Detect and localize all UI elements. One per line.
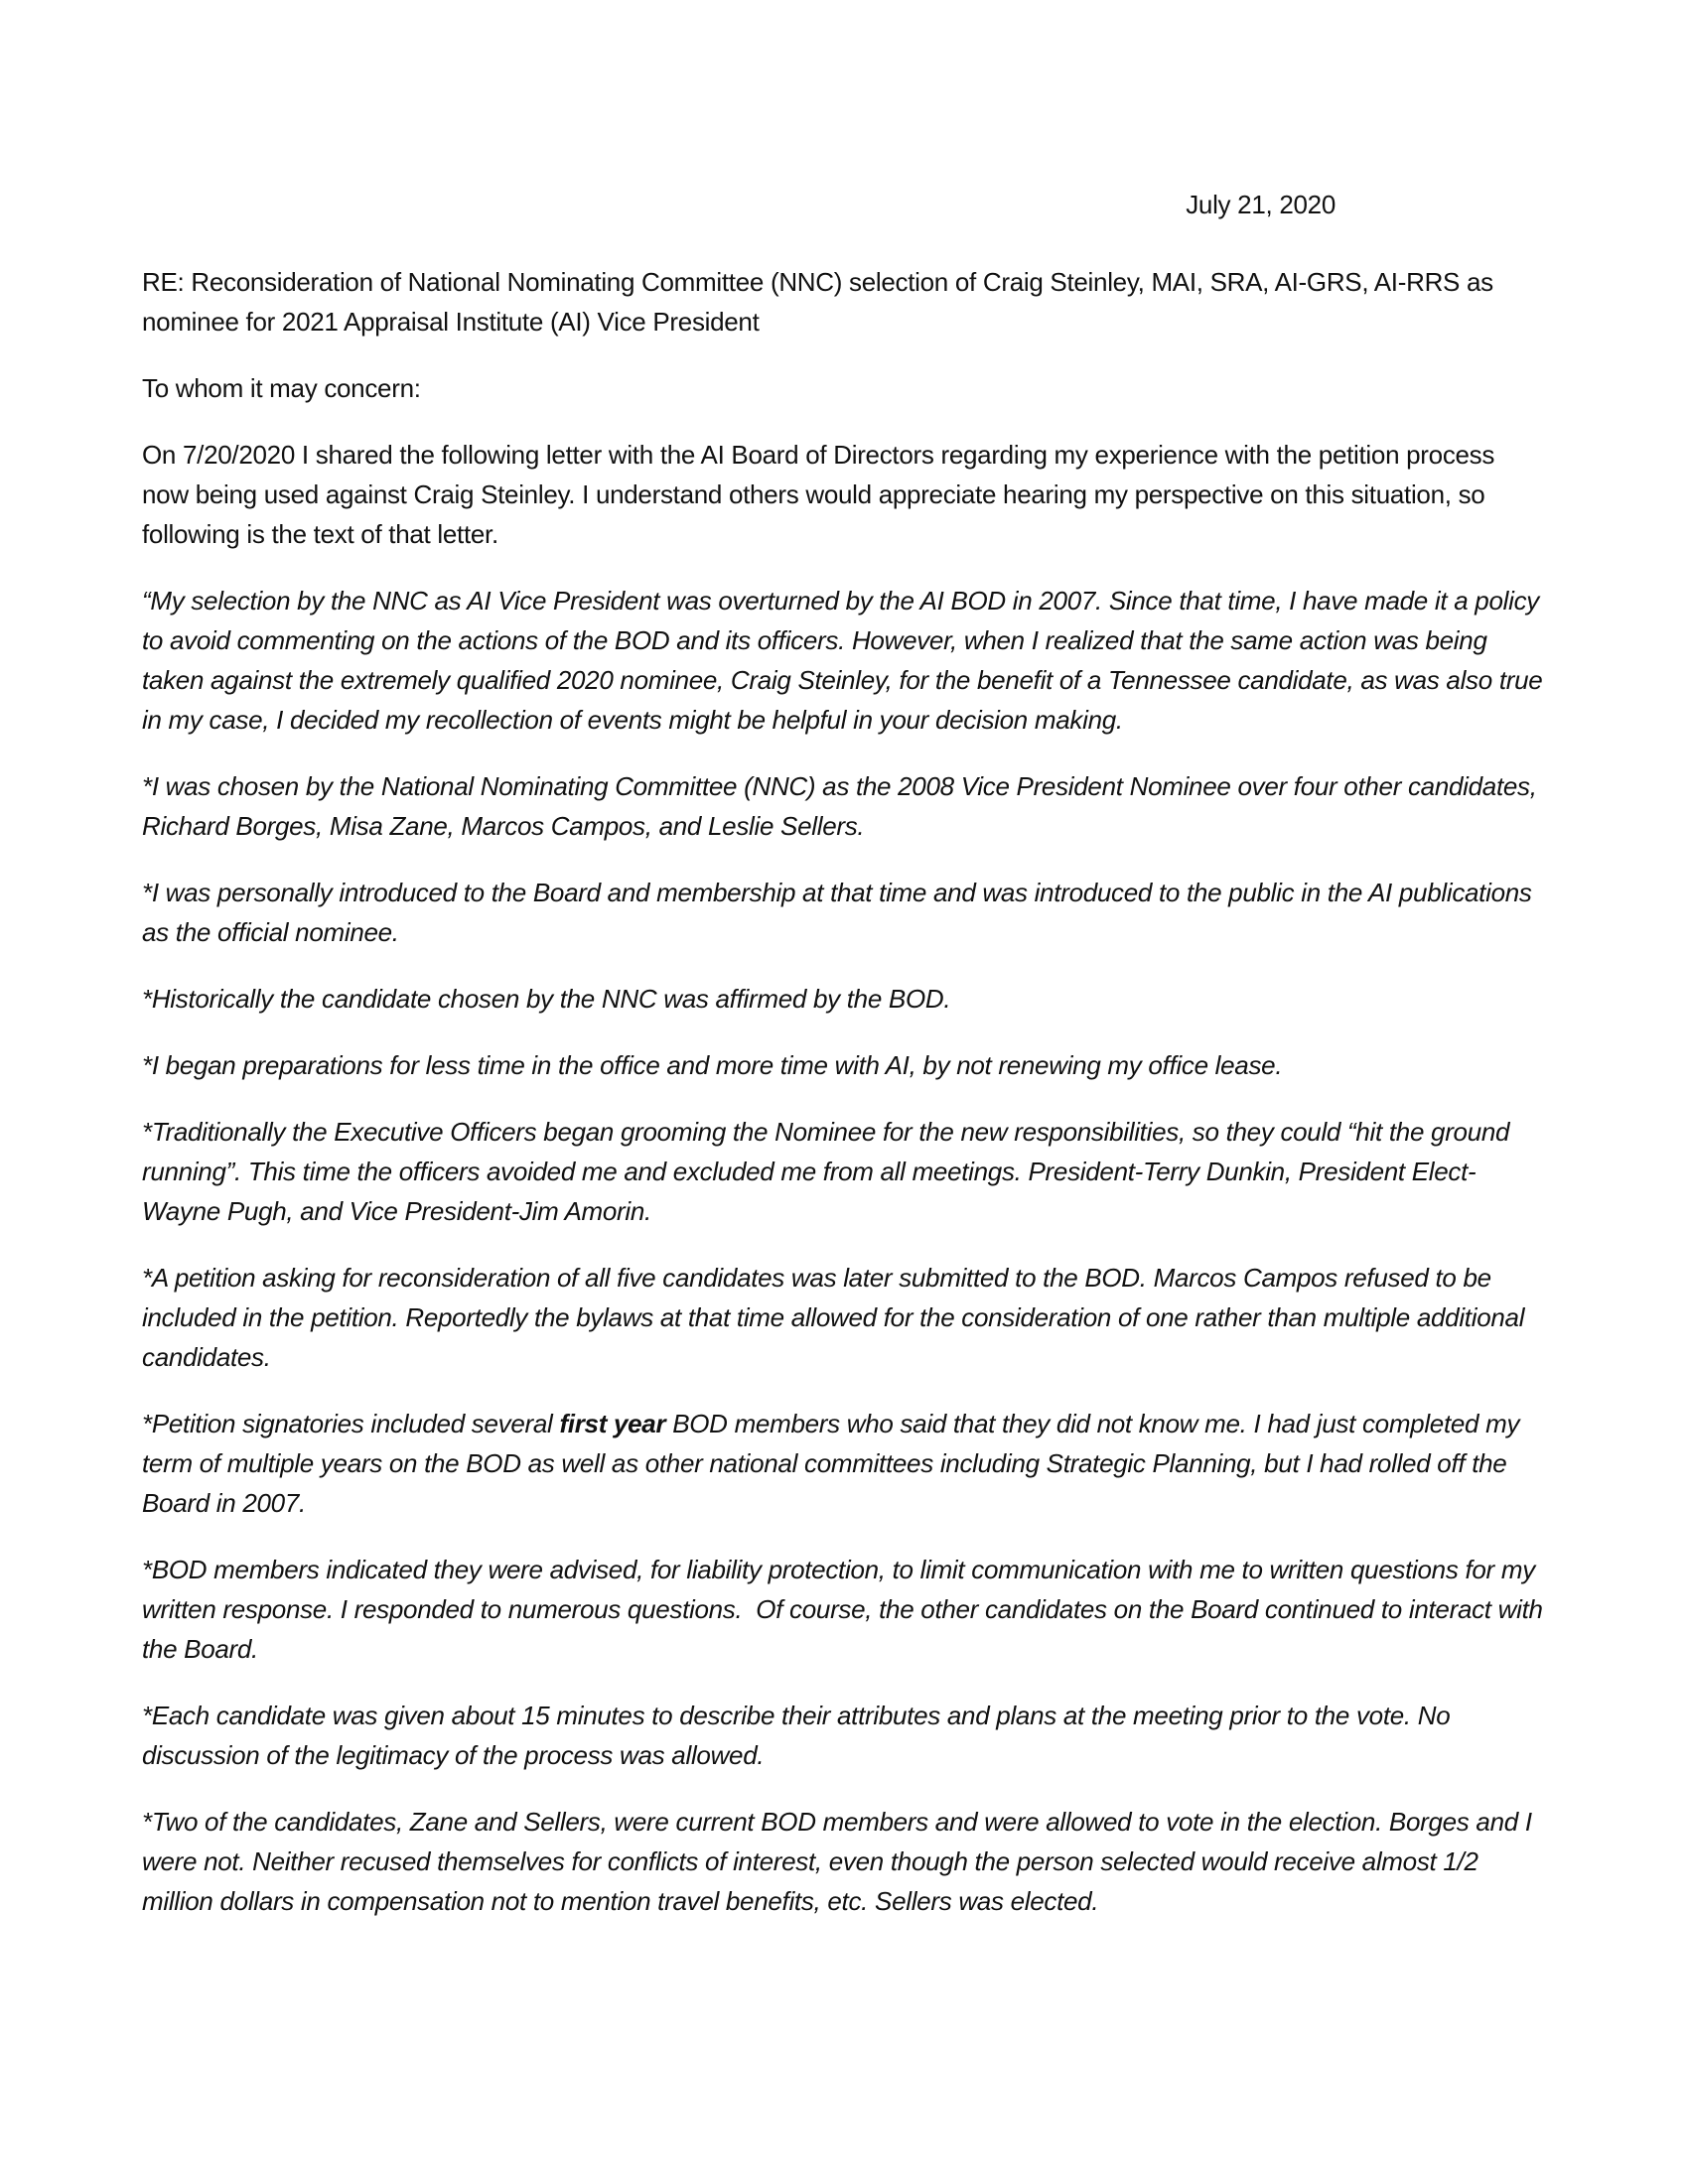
letter-text-run: *Traditionally the Executive Officers began grooming the Nominee for the new responsibilities, so they could “hit the ground running”. This time the officers avoided me and excluded me from all meetings. President-Terry Dunkin, President Elect-Wayne Pugh, and Vice President-Jim Amorin.	[142, 1117, 1517, 1226]
letter-paragraph	[142, 1258, 1546, 1377]
letter-paragraph	[142, 1550, 1550, 1669]
letter-paragraph	[142, 1404, 1546, 1523]
quoted-letter	[142, 581, 1550, 1921]
letter-paragraph	[142, 1112, 1546, 1231]
letter-subject: RE: Reconsideration of National Nominating Committee (NNC) selection of Craig Steinley, MAI, SRA, AI-GRS, AI-RRS as nominee for 2021 Appraisal Institute (AI) Vice President	[142, 267, 1500, 337]
letter-paragraph	[142, 1802, 1546, 1921]
letter-text-run: *I began preparations for less time in the office and more time with AI, by not renewing my office lease.	[142, 1050, 1283, 1080]
letter-paragraph	[142, 1696, 1546, 1775]
letter-paragraph	[142, 979, 1546, 1019]
letter-text-run: *I was chosen by the National Nominating Committee (NNC) as the 2008 Vice President Nominee over four other candidates, Richard Borges, Misa Zane, Marcos Campos, and Leslie Sellers.	[142, 771, 1544, 841]
letter-text-run-bold: first year	[559, 1409, 666, 1438]
letter-text-run: *BOD members indicated they were advised, for liability protection, to limit communication with me to written questions for my written response. I responded to numerous questions. Of course, the other candidates on the Board continued to interact with the Board.	[142, 1555, 1550, 1664]
letter-paragraph	[142, 581, 1550, 740]
letter-text-run: BOD members who said that they did not know me. I had just completed my term of multiple years on the BOD as well as other national committees including Strategic Planning, but I had rolled off the Board in 2007.	[142, 1409, 1527, 1518]
letter-intro-paragraph: On 7/20/2020 I shared the following letter with the AI Board of Directors regarding my experience with the petition process now being used against Craig Steinley. I understand others would appreciate hearing my perspective on this situation, so following is the text of that letter.	[142, 440, 1502, 549]
letter-paragraph	[142, 1045, 1546, 1085]
letter-text-run: *Petition signatories included several	[142, 1409, 560, 1438]
letter-text-run: *Historically the candidate chosen by the NNC was affirmed by the BOD.	[142, 984, 951, 1014]
letter-text-run: *A petition asking for reconsideration of all five candidates was later submitted to the BOD. Marcos Campos refused to be included in the petition. Reportedly the bylaws at that time allowed for the consideration of one rather than multiple additional candidates.	[142, 1263, 1532, 1372]
letter-text-run: *Each candidate was given about 15 minutes to describe their attributes and plans at the meeting prior to the vote. No discussion of the legitimacy of the process was allowed.	[142, 1701, 1458, 1770]
letter-date: July 21, 2020	[1186, 190, 1336, 219]
letter-text-run: *Two of the candidates, Zane and Sellers, were current BOD members and were allowed to vote in the election. Borges and I were not. Neither recused themselves for conflicts of interest, even though the person selected would receive almost 1/2 million dollars in compensation not to mention travel benefits, etc. Sellers was elected.	[142, 1807, 1539, 1916]
letter-body	[142, 185, 1550, 1921]
letter-paragraph	[142, 766, 1546, 846]
letter-text-run: *I was personally introduced to the Board and membership at that time and was introduced to the public in the AI publications as the official nominee.	[142, 878, 1539, 947]
letter-paragraph	[142, 873, 1546, 952]
letter-salutation: To whom it may concern:	[142, 373, 421, 403]
letter-text-run: “My selection by the NNC as AI Vice President was overturned by the AI BOD in 2007. Since that time, I have made it a policy to avoid commenting on the actions of the BOD and its officers. However, when I realized that the same action was being taken against the extremely qualified 2020 nominee, Craig Steinley, for the benefit of a Tennessee candidate, as was also true in my case, I decided my recollection of events might be helpful in your decision making.	[142, 586, 1550, 735]
